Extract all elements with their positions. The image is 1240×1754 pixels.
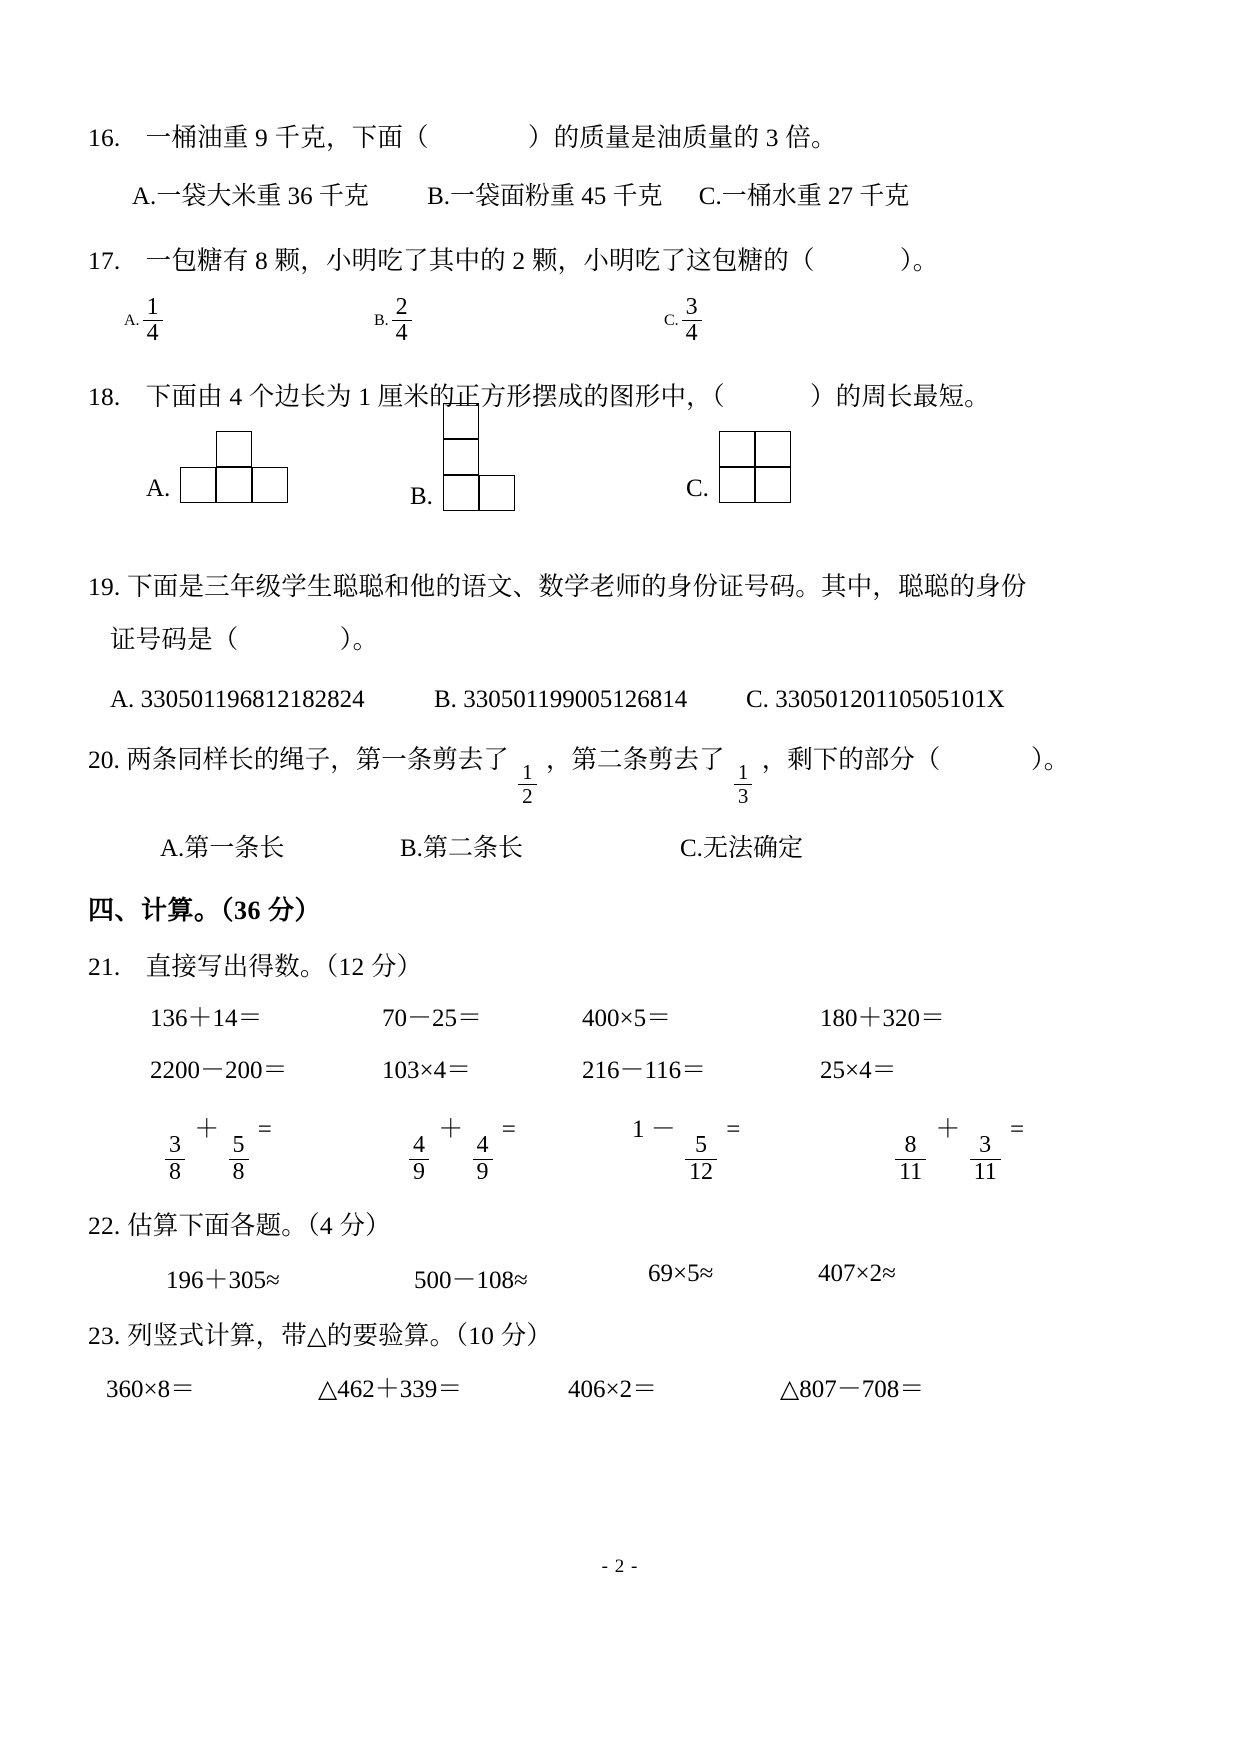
fraction-3-11: $\frac{3}{11}$ — [970, 1133, 1001, 1186]
question-19-options — [88, 686, 1158, 714]
question-20-text-b: ，第二条剪去了 — [546, 744, 725, 774]
fraction-3-8: $\frac{3}{8}$ — [165, 1133, 185, 1186]
question-17-option-c[interactable]: C. $\frac{3}{4}$ — [664, 295, 705, 348]
fraction-one-third: $\frac{1}{3}$ — [734, 761, 753, 807]
question-20-stem — [88, 740, 1158, 808]
vertical-calc-item[interactable]: △807－708＝ — [780, 1376, 925, 1404]
shape-l-icon — [443, 403, 517, 513]
fraction-three-quarters: $\frac{3}{4}$ — [682, 295, 702, 348]
question-19-line2-b: ）。 — [339, 625, 379, 655]
question-18-option-c[interactable]: C. — [686, 431, 793, 505]
question-20-number: 20. — [88, 744, 120, 774]
fraction-4-9-first: $\frac{4}{9}$ — [409, 1133, 429, 1186]
question-22-title: 22. 估算下面各题。（4 分） — [88, 1210, 391, 1240]
question-23-items — [88, 1369, 1158, 1405]
question-18-number: 18. — [88, 382, 121, 412]
question-18-option-a[interactable]: A. — [146, 431, 290, 505]
question-21-number: 21. — [88, 951, 121, 981]
calc-item[interactable]: 2200－200＝ — [150, 1056, 288, 1084]
question-18-text-b: ）的周长最短。 — [809, 382, 990, 412]
question-20-options — [88, 828, 1158, 864]
question-16-number: 16. — [88, 123, 121, 152]
fraction-5-12: $\frac{5}{12}$ — [685, 1133, 717, 1186]
calc-item-fraction[interactable]: $\frac{4}{9}$ ＋ $\frac{4}{9}$ = — [394, 1109, 606, 1186]
question-19-line1: 下面是三年级学生聪聪和他的语文、数学老师的身份证号码。其中，聪聪的身份 — [127, 571, 1027, 601]
question-16-stem — [88, 118, 1158, 158]
question-18-stem — [88, 377, 1158, 417]
calc-item-fraction[interactable]: $\frac{3}{8}$ ＋ $\frac{5}{8}$ = — [88, 1109, 394, 1186]
question-20-text-a: 两条同样长的绳子，第一条剪去了 — [126, 744, 509, 774]
vertical-calc-item[interactable]: △462＋339＝ — [318, 1376, 463, 1404]
fraction-one-half: $\frac{1}{2}$ — [518, 761, 537, 807]
question-20-text-c: ，剩下的部分（ — [761, 744, 941, 774]
vertical-calc-item[interactable]: 360×8＝ — [106, 1376, 196, 1404]
question-21-row-3 — [88, 1109, 1158, 1186]
fraction-4-9-second: $\frac{4}{9}$ — [473, 1133, 493, 1186]
question-22-items — [88, 1260, 1158, 1296]
question-17-option-b[interactable]: B. $\frac{2}{4}$ — [374, 295, 664, 348]
question-20-option-c[interactable]: C.无法确定 — [680, 834, 803, 862]
question-17-options — [88, 295, 1158, 348]
question-17-number: 17. — [88, 246, 121, 276]
question-23-number: 23. — [88, 1320, 121, 1350]
shape-square-icon — [719, 431, 793, 505]
fraction-5-8: $\frac{5}{8}$ — [229, 1133, 249, 1186]
question-19-option-c[interactable]: C. 33050120110505101X — [746, 685, 1005, 713]
question-23-title: 23. 列竖式计算，带△的要验算。（10 分） — [88, 1320, 553, 1350]
estimate-item[interactable]: 196＋305≈ — [166, 1266, 280, 1294]
shape-t-icon — [180, 431, 290, 505]
estimate-item[interactable]: 500－108≈ — [414, 1266, 528, 1294]
vertical-calc-item[interactable]: 406×2＝ — [568, 1376, 658, 1404]
question-16-option-b[interactable]: B.一袋面粉重 45 千克 — [427, 182, 663, 210]
question-18-option-b[interactable]: B. — [410, 403, 517, 513]
question-19-line2-a: 证号码是（ — [110, 625, 239, 655]
estimate-item[interactable]: 69×5≈ — [648, 1259, 714, 1287]
question-19-stem-line2 — [88, 620, 1158, 660]
section-4-heading: 四、计算。（36 分） — [88, 895, 322, 925]
page-content — [88, 118, 1158, 1405]
calc-item[interactable]: 25×4＝ — [820, 1056, 897, 1084]
calc-item[interactable]: 70－25＝ — [382, 1005, 483, 1033]
question-22-number: 22. — [88, 1210, 121, 1240]
fraction-one-quarter: $\frac{1}{4}$ — [143, 295, 163, 348]
question-20-option-a[interactable]: A.第一条长 — [160, 834, 285, 862]
question-20-option-b[interactable]: B.第二条长 — [400, 834, 523, 862]
question-19-option-a[interactable]: A. 330501196812182824 — [110, 685, 365, 713]
question-21-row-2 — [88, 1052, 1158, 1090]
question-20-text-d: ）。 — [1031, 744, 1070, 774]
page-number-footer: - 2 - — [601, 1556, 639, 1577]
question-18-shapes — [88, 417, 1158, 547]
question-18-text-a: 下面由 4 个边长为 1 厘米的正方形摆成的图形中，（ — [145, 382, 725, 412]
calc-item[interactable]: 216－116＝ — [582, 1056, 707, 1084]
estimate-item[interactable]: 407×2≈ — [818, 1259, 896, 1287]
question-16-option-c[interactable]: C.一桶水重 27 千克 — [698, 182, 910, 210]
calc-item-fraction[interactable]: 1 － $\frac{5}{12}$ = — [632, 1116, 741, 1186]
question-16-text-b: ）的质量是油质量的 3 倍。 — [527, 123, 837, 152]
calc-item[interactable]: 180＋320＝ — [820, 1005, 946, 1033]
question-16-options — [88, 178, 1158, 216]
fraction-two-quarters: $\frac{2}{4}$ — [392, 295, 412, 348]
fraction-8-11: $\frac{8}{11}$ — [895, 1133, 926, 1186]
question-17-text-a: 一包糖有 8 颗，小明吃了其中的 2 颗，小明吃了这包糖的（ — [145, 246, 815, 276]
question-21-row-1 — [88, 1000, 1158, 1038]
question-17-option-a[interactable]: A. $\frac{1}{4}$ — [124, 295, 374, 348]
calc-item[interactable]: 136＋14＝ — [150, 1005, 263, 1033]
question-19-option-b[interactable]: B. 330501199005126814 — [434, 685, 688, 713]
question-16-option-a[interactable]: A.一袋大米重 36 千克 — [132, 182, 369, 210]
question-19-stem-line1 — [88, 567, 1158, 607]
calc-item-fraction[interactable]: $\frac{8}{11}$ ＋ $\frac{3}{11}$ = — [870, 1109, 1132, 1186]
question-19-number: 19. — [88, 571, 121, 601]
question-16-text-a: 一桶油重 9 千克，下面（ — [145, 123, 429, 152]
calc-item[interactable]: 103×4＝ — [382, 1056, 472, 1084]
calc-item[interactable]: 400×5＝ — [582, 1005, 672, 1033]
question-21-title: 21. 直接写出得数。（12 分） — [88, 951, 423, 981]
question-17-text-b: ）。 — [899, 246, 939, 276]
question-17-stem — [88, 241, 1158, 281]
